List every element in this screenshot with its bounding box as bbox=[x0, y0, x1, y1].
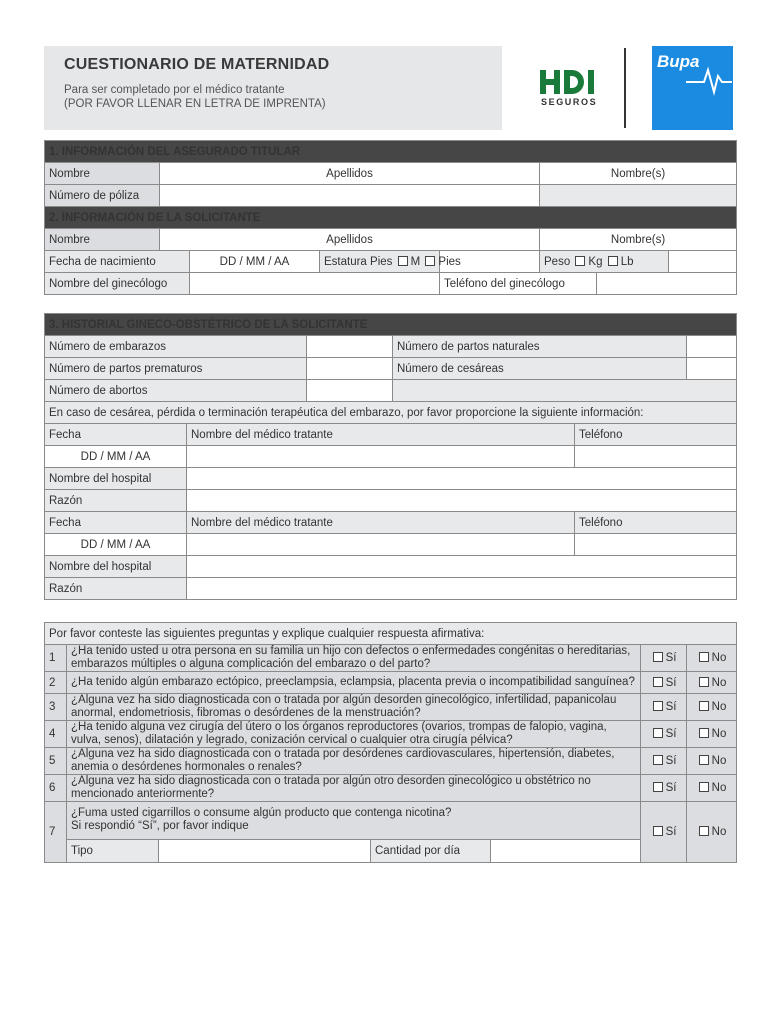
section-1-title: 1. INFORMACIÓN DEL ASEGURADO TITULAR bbox=[45, 141, 737, 163]
question-row bbox=[45, 748, 737, 775]
event1-date-label: Fecha bbox=[45, 424, 187, 446]
s2-gyneco-phone-label: Teléfono del ginecólogo bbox=[440, 273, 597, 295]
no-text: No bbox=[711, 701, 727, 713]
event1-doctor-label: Nombre del médico tratante bbox=[187, 424, 575, 446]
question-no-option[interactable] bbox=[687, 748, 737, 775]
s2-name-label: Nombre bbox=[45, 229, 160, 251]
question-yes-option[interactable] bbox=[641, 645, 687, 672]
page-title: CUESTIONARIO DE MATERNIDAD bbox=[64, 56, 330, 73]
event2-hospital-label: Nombre del hospital bbox=[45, 556, 187, 578]
question-row bbox=[45, 645, 737, 672]
bupa-logo-text: Bupa bbox=[657, 52, 700, 71]
obstetric-history-table bbox=[44, 313, 737, 600]
s2-birthdate-field[interactable]: DD / MM / AA bbox=[190, 251, 320, 273]
height-m-text: M bbox=[410, 255, 421, 268]
s2-gyneco-field[interactable] bbox=[190, 273, 440, 295]
no-text: No bbox=[711, 728, 727, 740]
height-m-checkbox[interactable] bbox=[398, 256, 408, 266]
s2-gyneco-label: Nombre del ginecólogo bbox=[45, 273, 190, 295]
pregnancies-label: Número de embarazos bbox=[45, 336, 307, 358]
premature-births-label: Número de partos prematuros bbox=[45, 358, 307, 380]
natural-births-label: Número de partos naturales bbox=[393, 336, 687, 358]
pregnancies-field[interactable] bbox=[307, 336, 393, 358]
logo-divider bbox=[624, 48, 626, 128]
section-3-title: 3. HISTORIAL GINECO-OBSTÉTRICO DE LA SOLICITANTE bbox=[45, 314, 737, 336]
question-no-option[interactable] bbox=[687, 645, 737, 672]
yes-checkbox[interactable] bbox=[653, 701, 663, 711]
q7-yes-option[interactable] bbox=[641, 802, 687, 863]
event2-date-field[interactable]: DD / MM / AA bbox=[45, 534, 187, 556]
s2-firstname-field[interactable]: Nombre(s) bbox=[540, 229, 737, 251]
abortions-blank bbox=[393, 380, 737, 402]
s2-gyneco-phone-field[interactable] bbox=[597, 273, 737, 295]
question-yes-option[interactable] bbox=[641, 672, 687, 694]
event1-reason-label: Razón bbox=[45, 490, 187, 512]
question-no-option[interactable] bbox=[687, 672, 737, 694]
yes-checkbox[interactable] bbox=[653, 728, 663, 738]
cesareans-field[interactable] bbox=[687, 358, 737, 380]
question-text: ¿Alguna vez ha sido diagnosticada con o tratada por algún desorden ginecológico, infertilidad, papanicolau anormal, endometriosis, fibromas o desórdenes de la menstruación? bbox=[67, 694, 641, 721]
event1-doctor-field[interactable] bbox=[187, 446, 575, 468]
q7-yes-text: Sí bbox=[665, 826, 677, 838]
q7-type-label: Tipo bbox=[67, 839, 159, 862]
s1-policy-label: Número de póliza bbox=[45, 185, 160, 207]
abortions-field[interactable] bbox=[307, 380, 393, 402]
q7-number: 7 bbox=[45, 802, 67, 863]
event1-hospital-field[interactable] bbox=[187, 468, 737, 490]
question-number: 1 bbox=[45, 645, 67, 672]
cesareans-label: Número de cesáreas bbox=[393, 358, 687, 380]
q7-quantity-field[interactable] bbox=[491, 839, 641, 862]
question-row bbox=[45, 775, 737, 802]
yes-text: Sí bbox=[665, 755, 677, 767]
event1-phone-field[interactable] bbox=[575, 446, 737, 468]
weight-label-text: Peso bbox=[544, 255, 571, 268]
q7-quantity-label: Cantidad por día bbox=[371, 839, 491, 862]
s1-name-label: Nombre bbox=[45, 163, 160, 185]
no-checkbox[interactable] bbox=[699, 728, 709, 738]
event1-date-field[interactable]: DD / MM / AA bbox=[45, 446, 187, 468]
yes-text: Sí bbox=[665, 782, 677, 794]
question-row bbox=[45, 721, 737, 748]
cesarean-info-note: En caso de cesárea, pérdida o terminación terapéutica del embarazo, por favor proporcione la siguiente información: bbox=[45, 402, 737, 424]
q7-no-checkbox[interactable] bbox=[699, 826, 709, 836]
question-no-option[interactable] bbox=[687, 694, 737, 721]
event1-phone-label: Teléfono bbox=[575, 424, 737, 446]
question-text: ¿Alguna vez ha sido diagnosticada con o tratada por algún otro desorden ginecológico u obstétrico no mencionado anteriormente? bbox=[67, 775, 641, 802]
bupa-logo bbox=[652, 46, 733, 130]
question-number: 5 bbox=[45, 748, 67, 775]
q7-no-option[interactable] bbox=[687, 802, 737, 863]
event2-phone-label: Teléfono bbox=[575, 512, 737, 534]
questions-intro: Por favor conteste las siguientes preguntas y explique cualquier respuesta afirmativa: bbox=[45, 623, 737, 645]
no-text: No bbox=[711, 676, 727, 689]
q7-no-text: No bbox=[711, 826, 727, 838]
q7-yes-checkbox[interactable] bbox=[653, 826, 663, 836]
yes-checkbox[interactable] bbox=[653, 652, 663, 662]
event2-doctor-label: Nombre del médico tratante bbox=[187, 512, 575, 534]
applicant-info-table bbox=[44, 140, 737, 295]
s2-birthdate-label: Fecha de nacimiento bbox=[45, 251, 190, 273]
no-checkbox[interactable] bbox=[699, 701, 709, 711]
heartbeat-icon bbox=[652, 46, 733, 130]
weight-lb-checkbox[interactable] bbox=[608, 256, 618, 266]
question-yes-option[interactable] bbox=[641, 721, 687, 748]
q7-line-2: Si respondió “Sí”, por favor indique bbox=[71, 820, 249, 833]
q7-text bbox=[67, 802, 641, 840]
question-no-option[interactable] bbox=[687, 775, 737, 802]
s2-weight-label bbox=[540, 251, 669, 273]
s2-height-label bbox=[320, 251, 461, 273]
question-row bbox=[45, 694, 737, 721]
subtitle-line-2: (POR FAVOR LLENAR EN LETRA DE IMPRENTA) bbox=[64, 98, 326, 110]
abortions-label: Número de abortos bbox=[45, 380, 307, 402]
s1-policy-field[interactable] bbox=[160, 185, 540, 207]
height-label-text: Estatura Pies bbox=[324, 255, 393, 268]
question-text: ¿Ha tenido alguna vez cirugía del útero o los órganos reproductores (ovarios, trompas de falopio, vagina, vulva, senos), dilatación y legrado, conización cervical o cualquier otra cirugía pélvica? bbox=[67, 721, 641, 748]
questions-table bbox=[44, 622, 737, 863]
event2-reason-field[interactable] bbox=[187, 578, 737, 600]
question-number: 3 bbox=[45, 694, 67, 721]
q7-line-1: ¿Fuma usted cigarrillos o consume algún producto que contenga nicotina? bbox=[71, 807, 452, 820]
natural-births-field[interactable] bbox=[687, 336, 737, 358]
height-ft-text: Pies bbox=[438, 255, 461, 268]
yes-text: Sí bbox=[665, 652, 677, 664]
no-text: No bbox=[711, 755, 727, 767]
yes-text: Sí bbox=[665, 701, 677, 713]
s1-policy-blank bbox=[540, 185, 737, 207]
question-row bbox=[45, 672, 737, 694]
question-number: 2 bbox=[45, 672, 67, 694]
event2-reason-label: Razón bbox=[45, 578, 187, 600]
question-yes-option[interactable] bbox=[641, 748, 687, 775]
q7-type-field[interactable] bbox=[159, 839, 371, 862]
yes-checkbox[interactable] bbox=[653, 755, 663, 765]
yes-checkbox[interactable] bbox=[653, 782, 663, 792]
no-text: No bbox=[711, 782, 727, 794]
no-checkbox[interactable] bbox=[699, 677, 709, 687]
yes-checkbox[interactable] bbox=[653, 677, 663, 687]
event2-hospital-field[interactable] bbox=[187, 556, 737, 578]
subtitle-line-1: Para ser completado por el médico tratante bbox=[64, 84, 285, 96]
hdi-logo bbox=[538, 68, 600, 112]
question-number: 4 bbox=[45, 721, 67, 748]
no-checkbox[interactable] bbox=[699, 782, 709, 792]
no-text: No bbox=[711, 652, 727, 664]
page-subtitle bbox=[64, 83, 326, 111]
question-yes-option[interactable] bbox=[641, 775, 687, 802]
event2-phone-field[interactable] bbox=[575, 534, 737, 556]
yes-text: Sí bbox=[665, 676, 677, 689]
event2-doctor-field[interactable] bbox=[187, 534, 575, 556]
s1-lastname-field[interactable]: Apellidos bbox=[160, 163, 540, 185]
question-number: 6 bbox=[45, 775, 67, 802]
section-2-title: 2. INFORMACIÓN DE LA SOLICITANTE bbox=[45, 207, 737, 229]
s2-weight-field[interactable] bbox=[669, 251, 737, 273]
no-checkbox[interactable] bbox=[699, 755, 709, 765]
hdi-logo-sub: SEGUROS bbox=[541, 97, 598, 107]
yes-text: Sí bbox=[665, 728, 677, 740]
question-yes-option[interactable] bbox=[641, 694, 687, 721]
weight-kg-checkbox[interactable] bbox=[575, 256, 585, 266]
question-text: ¿Ha tenido usted u otra persona en su familia un hijo con defectos o enfermedades congénitas o hereditarias, embarazos múltiples o alguna complicación del embarazo o del parto? bbox=[67, 645, 641, 672]
s1-firstname-field[interactable]: Nombre(s) bbox=[540, 163, 737, 185]
event2-date-label: Fecha bbox=[45, 512, 187, 534]
question-text: ¿Alguna vez ha sido diagnosticada con o tratada por desórdenes cardiovasculares, hipertensión, diabetes, anemia o desórdenes hormonales o renales? bbox=[67, 748, 641, 775]
weight-kg-text: Kg bbox=[588, 255, 603, 268]
premature-births-field[interactable] bbox=[307, 358, 393, 380]
s2-lastname-field[interactable]: Apellidos bbox=[160, 229, 540, 251]
height-ft-checkbox[interactable] bbox=[425, 256, 435, 266]
event1-hospital-label: Nombre del hospital bbox=[45, 468, 187, 490]
question-rows bbox=[45, 645, 737, 802]
question-text: ¿Ha tenido algún embarazo ectópico, preeclampsia, eclampsia, placenta previa o incompatibilidad sanguínea? bbox=[67, 672, 641, 694]
weight-lb-text: Lb bbox=[620, 255, 634, 268]
no-checkbox[interactable] bbox=[699, 652, 709, 662]
event1-reason-field[interactable] bbox=[187, 490, 737, 512]
question-no-option[interactable] bbox=[687, 721, 737, 748]
